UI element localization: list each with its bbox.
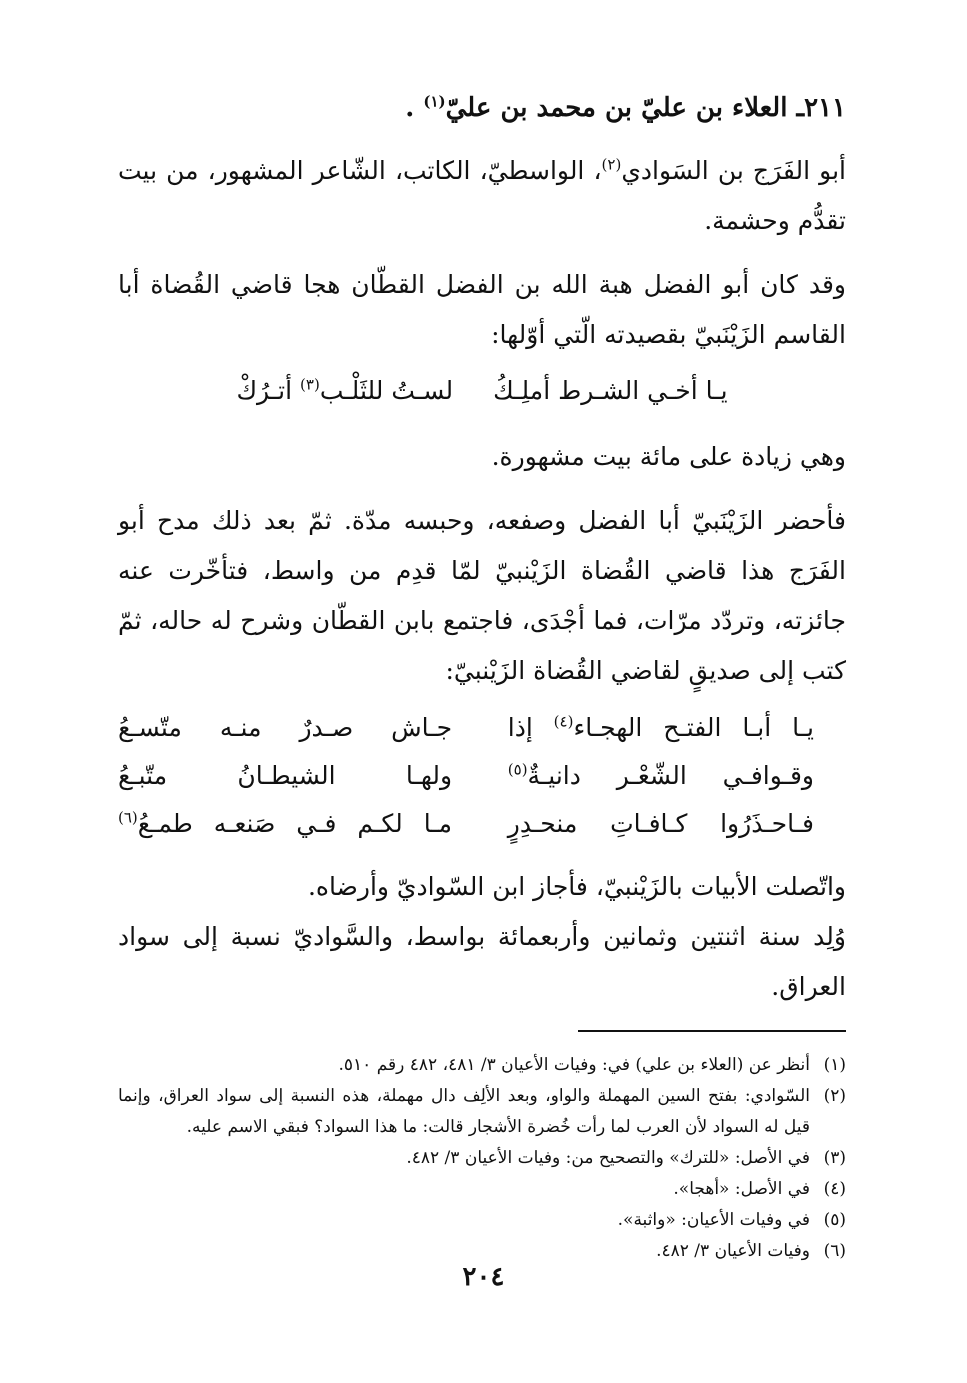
footnote-ref-2[interactable]: (٢) <box>601 155 622 174</box>
footnotes <box>118 1050 846 1267</box>
verse-row <box>118 800 846 848</box>
verse-row <box>118 752 846 800</box>
verse-1-left <box>236 366 453 416</box>
verse-block <box>118 704 846 848</box>
footnote-ref-4[interactable]: (٤) <box>553 712 574 731</box>
verse-hemistich-left <box>118 752 452 800</box>
verse-1-right: يـا أخـي الشـرط أملِـكُ <box>493 376 728 405</box>
entry-title-end: . <box>405 93 415 123</box>
verse-text: مـا لكـم فـي صَنعـه طمـعُ <box>137 809 453 838</box>
footnote-text: في الأصل: «أهجا». <box>673 1179 810 1199</box>
footnote-item <box>118 1081 846 1143</box>
footnote-text: في وفيات الأعيان: «واثبة». <box>617 1210 810 1230</box>
footnote-ref-5[interactable]: (٥) <box>507 760 528 779</box>
footnote-item <box>118 1143 846 1174</box>
verse-text: ولهـا الشيطـانُ متّبـعُ <box>118 761 453 790</box>
page-body <box>118 88 846 1267</box>
footnote-number: (٢) <box>823 1086 846 1106</box>
verse-row <box>118 704 846 752</box>
footnote-item <box>118 1205 846 1236</box>
footnote-number: (٦) <box>823 1241 846 1261</box>
verse-text: فـاحـذَرُوا كـافـاتِ منحـدِرٍ <box>507 809 814 838</box>
verse-hemistich-left <box>118 800 452 848</box>
footnote-number: (٣) <box>823 1148 846 1168</box>
entry-title <box>118 88 846 128</box>
footnote-number: (١) <box>823 1055 846 1075</box>
footnote-number: (٥) <box>823 1210 846 1230</box>
verse-text: جـاش صـدرٌ منـه متّسـعُ <box>118 713 453 742</box>
footnote-divider <box>578 1030 846 1032</box>
verse-hemistich-right <box>508 704 814 752</box>
footnote-ref-1[interactable]: (١) <box>423 92 446 111</box>
verse-hemistich-right <box>508 752 814 800</box>
paragraph-birth: وُلِد سنة اثنتين وثمانين وأربعمائة بواسط، والسَّواديّ نسبة إلى سواد العراق. <box>118 922 846 1001</box>
paragraph-satire: وقد كان أبو الفضل هبة الله بن الفضل القطّان هجا قاضي القُضاة أبا القاسم الزَيْنَبيّ بقصيدته الّتي أوّلها: <box>118 270 846 349</box>
verse-line-1 <box>118 366 846 416</box>
paragraph-intro-start: أبو الفَرَج بن السَوادي <box>621 156 846 185</box>
footnote-text: وفيات الأعيان ٣/ ٤٨٢. <box>656 1241 810 1261</box>
footnote-item <box>118 1050 846 1081</box>
verse-hemistich-right <box>508 800 814 848</box>
footnote-text: السّوادي: بفتح السين المهملة والواو، وبعد الألِف دال مهملة، هذه النسبة إلى سواد العراق، وإنما قيل له السواد لأن العرب لما رأت خُضرة الأشجار قالت: ما هذا السواد؟ فبقي الاسم عليه. <box>118 1086 810 1137</box>
paragraph-outcome: واتّصلت الأبيات بالزَيْنبيّ، فأجاز ابن السّواديّ وأرضاه. <box>307 872 846 901</box>
entry-title-text: ٢١١ـ العلاء بن عليّ بن محمد بن عليّ <box>445 93 846 123</box>
footnote-item <box>118 1174 846 1205</box>
verse-text: يـا أبـا الفتـح الهجـاء <box>573 713 814 742</box>
footnote-text: أنظر عن (العلاء بن علي) في: وفيات الأعيان ٣/ ٤٨١، ٤٨٢ رقم ٥١٠. <box>338 1055 810 1075</box>
footnote-ref-3[interactable]: (٣) <box>300 375 320 394</box>
verse-text: إذا <box>507 713 554 742</box>
footnote-ref-6[interactable]: (٦) <box>118 808 138 827</box>
paragraph-story: فأحضر الزَيْنَبيّ أبا الفضل وصفعه، وحبسه مدّة. ثمّ بعد ذلك مدح أبو الفَرَج هذا قاضي القُضاة الزَيْنبيّ لمّا قدِم من واسط، فتأخّرت عنه جائزته، وتردّد مرّات، فما أجْدَى، فاجتمع بابن القطّان وشرح له حاله، ثمّ كتب إلى صديقٍ لقاضي القُضاة الزَيْنبيّ: <box>118 506 846 685</box>
verse-hemistich-left <box>118 704 452 752</box>
verse-text: وقـوافـي الشّعْـر دانيـةٌ <box>527 761 814 790</box>
footnote-number: (٤) <box>823 1179 846 1199</box>
verse-1-left-end: أتـرُكْ <box>236 376 301 405</box>
paragraph-intro <box>118 146 846 246</box>
paragraph-intro-rest: ، الواسطيّ، الكاتب، الشّاعر المشهور، من بيت تقدُّم وحشمة. <box>118 156 846 235</box>
paragraph-count: وهي زيادة على مائة بيت مشهورة. <box>491 442 846 471</box>
page-number: ٢٠٤ <box>462 1262 505 1292</box>
verse-1-left-text: لسـتُ للثَلْـب <box>319 376 454 405</box>
footnote-text: في الأصل: «للترك» والتصحيح من: وفيات الأعيان ٣/ ٤٨٢. <box>406 1148 810 1168</box>
